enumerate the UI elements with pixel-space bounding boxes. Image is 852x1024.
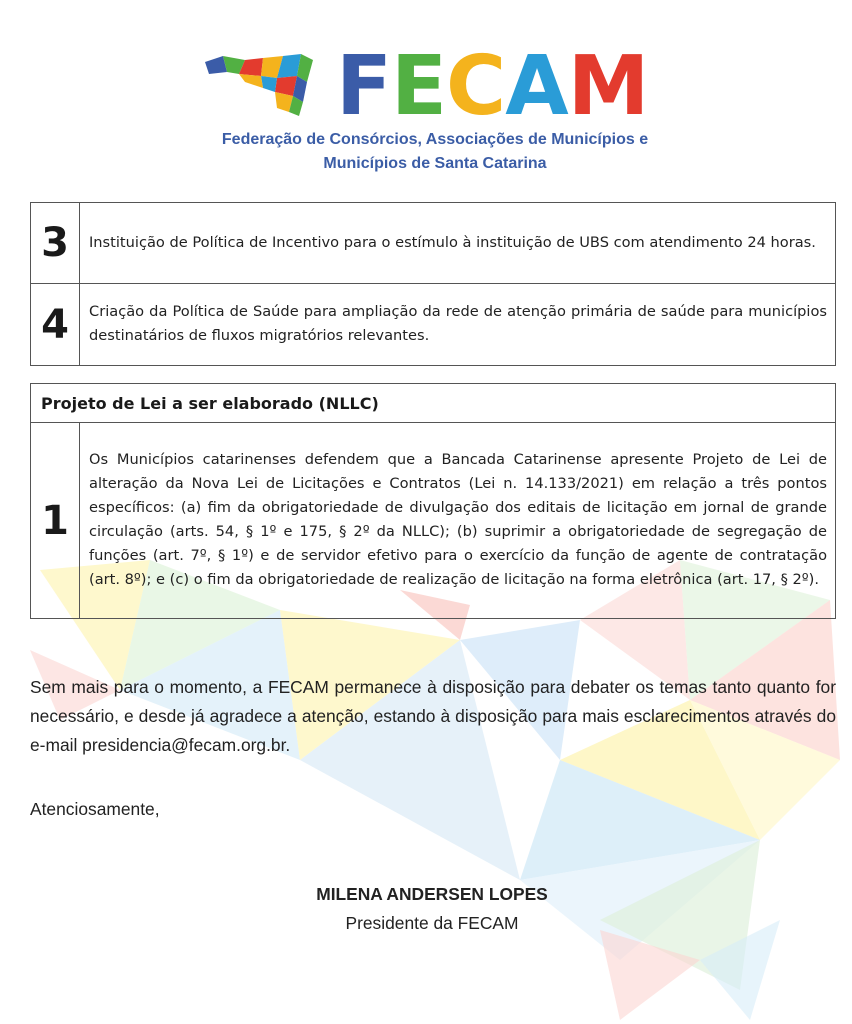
items-table <box>30 202 836 366</box>
signature-role: Presidente da FECAM <box>345 913 519 933</box>
signature-name: MILENA ANDERSEN LOPES <box>316 884 548 904</box>
item-text: Instituição de Política de Incentivo para o estímulo à instituição de UBS com atendimento 24 horas. <box>80 203 836 284</box>
fecam-logo-wordmark <box>336 39 649 134</box>
table-row <box>31 423 836 619</box>
bill-table <box>30 383 836 619</box>
item-text: Criação da Política de Saúde para ampliação da rede de atenção primária de saúde para municípios destinatários de fluxos migratórios relevantes. <box>80 284 836 366</box>
logo-letter: M <box>567 39 649 134</box>
logo-letter: E <box>391 39 447 134</box>
header-subtitle-line1: Federação de Consórcios, Associações de Municípios e <box>221 131 649 148</box>
item-number: 1 <box>31 423 80 619</box>
logo-letter: C <box>446 39 506 134</box>
table-row <box>31 203 836 284</box>
header-subtitle-line2: Municípios de Santa Catarina <box>323 155 547 172</box>
santa-catarina-map-icon <box>205 52 315 118</box>
greeting: Atenciosamente, <box>30 799 160 819</box>
bill-table-header: Projeto de Lei a ser elaborado (NLLC) <box>31 384 836 423</box>
table-row <box>31 284 836 366</box>
item-text: Os Municípios catarinenses defendem que a Bancada Catarinense apresente Projeto de Lei de alteração da Nova Lei de Licitações e Contratos (Lei n. 14.133/2021) em relação a três pontos específicos: (a) fim da obrigatoriedade de divulgação dos editais de licitação em jornal de grande circulação (arts. 54, § 1º e 175, § 2º da NLLC); (b) suprimir a obrigatoriedade de segregação de funções (art. 7º, § 1º) e de servidor efetivo para o exercício da função de agente de contratação (art. 8º); e (c) o fim da obrigatoriedade de realização de licitação na forma eletrônica (art. 17, § 2º). <box>80 423 836 619</box>
logo-letter: F <box>336 39 392 134</box>
logo-letter: A <box>505 39 568 134</box>
item-number: 3 <box>31 203 80 284</box>
item-number: 4 <box>31 284 80 366</box>
table-header-row <box>31 384 836 423</box>
closing-paragraph: Sem mais para o momento, a FECAM permanece à disposição para debater os temas tanto quanto for necessário, e desde já agradece a atenção, estando à disposição para mais esclarecimentos através do e-mail presidencia@fecam.org.br. <box>30 677 836 755</box>
